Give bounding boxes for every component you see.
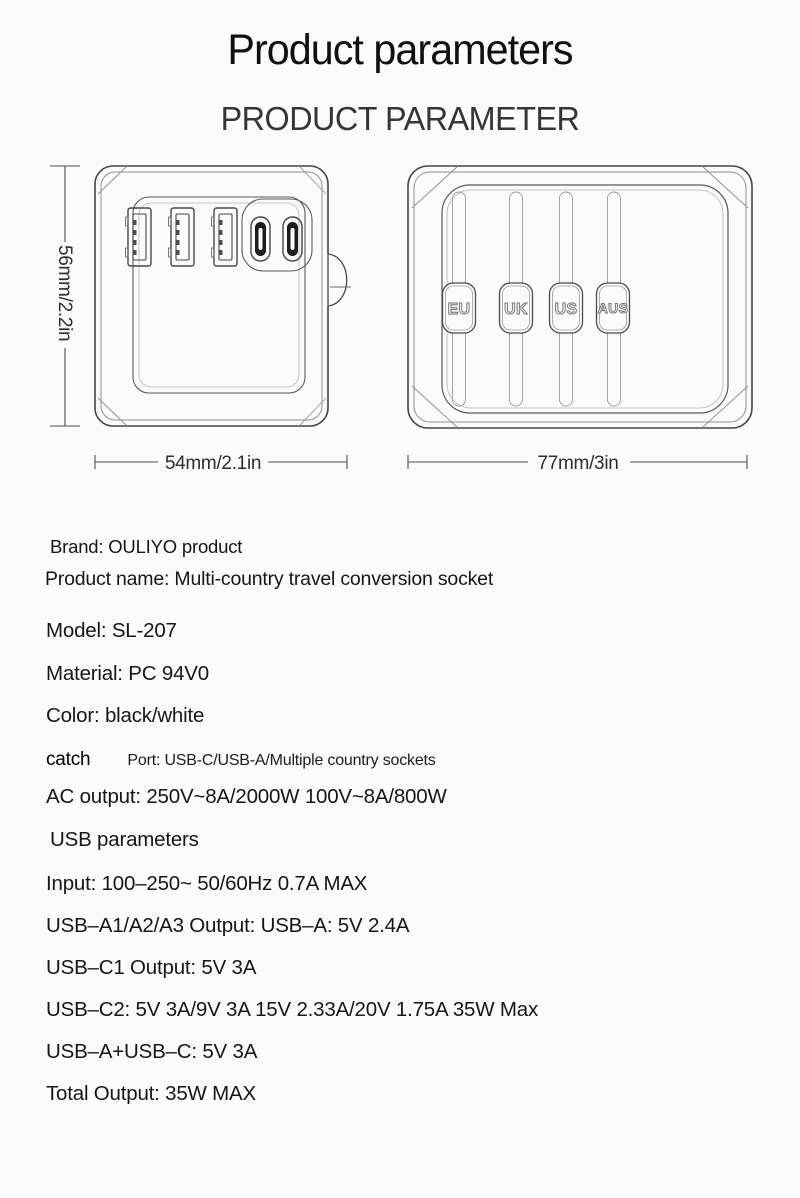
- spec-usb-header: USB parameters: [50, 828, 199, 851]
- slider-tracks: [453, 192, 621, 406]
- usb-a2-port-icon: [169, 208, 195, 266]
- usb-a1-port-icon: [126, 208, 152, 266]
- spec-total-output: Total Output: 35W MAX: [46, 1082, 256, 1105]
- spec-brand: Brand: OULIYO product: [50, 536, 243, 557]
- slider-uk-label: UK: [504, 301, 528, 318]
- spec-port: Port: USB-C/USB-A/Multiple country sockets: [127, 752, 436, 769]
- spec-usb-c2-output: USB–C2: 5V 3A/9V 3A 15V 2.33A/20V 1.75A 35W Max: [46, 998, 539, 1021]
- slider-eu-label: EU: [447, 301, 471, 318]
- side-width-dimension-label: 77mm/3in: [537, 453, 619, 474]
- spec-usb-c1-output: USB–C1 Output: 5V 3A: [46, 956, 257, 979]
- spec-usb-a-output: USB–A1/A2/A3 Output: USB–A: 5V 2.4A: [46, 914, 410, 937]
- front-view-diagram: [95, 166, 351, 426]
- spec-color: Color: black/white: [46, 704, 205, 727]
- spec-model: Model: SL-207: [46, 619, 177, 642]
- spec-product-name: Product name: Multi-country travel conversion socket: [45, 568, 494, 590]
- slider-us-label: US: [554, 301, 578, 318]
- spec-material: Material: PC 94V0: [46, 662, 209, 685]
- spec-input: Input: 100–250~ 50/60Hz 0.7A MAX: [46, 872, 368, 895]
- usb-a3-port-icon: [212, 208, 238, 266]
- height-dimension-label: 56mm/2.2in: [54, 245, 75, 342]
- side-button-icon: [328, 254, 351, 306]
- front-width-dimension-label: 54mm/2.1in: [164, 453, 262, 474]
- product-diagrams: [0, 150, 800, 490]
- page-subtitle: PRODUCT PARAMETER: [220, 100, 580, 137]
- spec-port-line: [46, 747, 436, 771]
- page-title: Product parameters: [227, 26, 573, 74]
- spec-ac-output: AC output: 250V~8A/2000W 100V~8A/800W: [46, 785, 447, 808]
- usb-c1-port-icon: [251, 217, 270, 261]
- spec-catch-word: catch: [46, 749, 91, 770]
- slider-aus-label: AUS: [597, 300, 629, 316]
- side-view-diagram: [408, 166, 752, 428]
- spec-usb-ac-output: USB–A+USB–C: 5V 3A: [46, 1040, 258, 1063]
